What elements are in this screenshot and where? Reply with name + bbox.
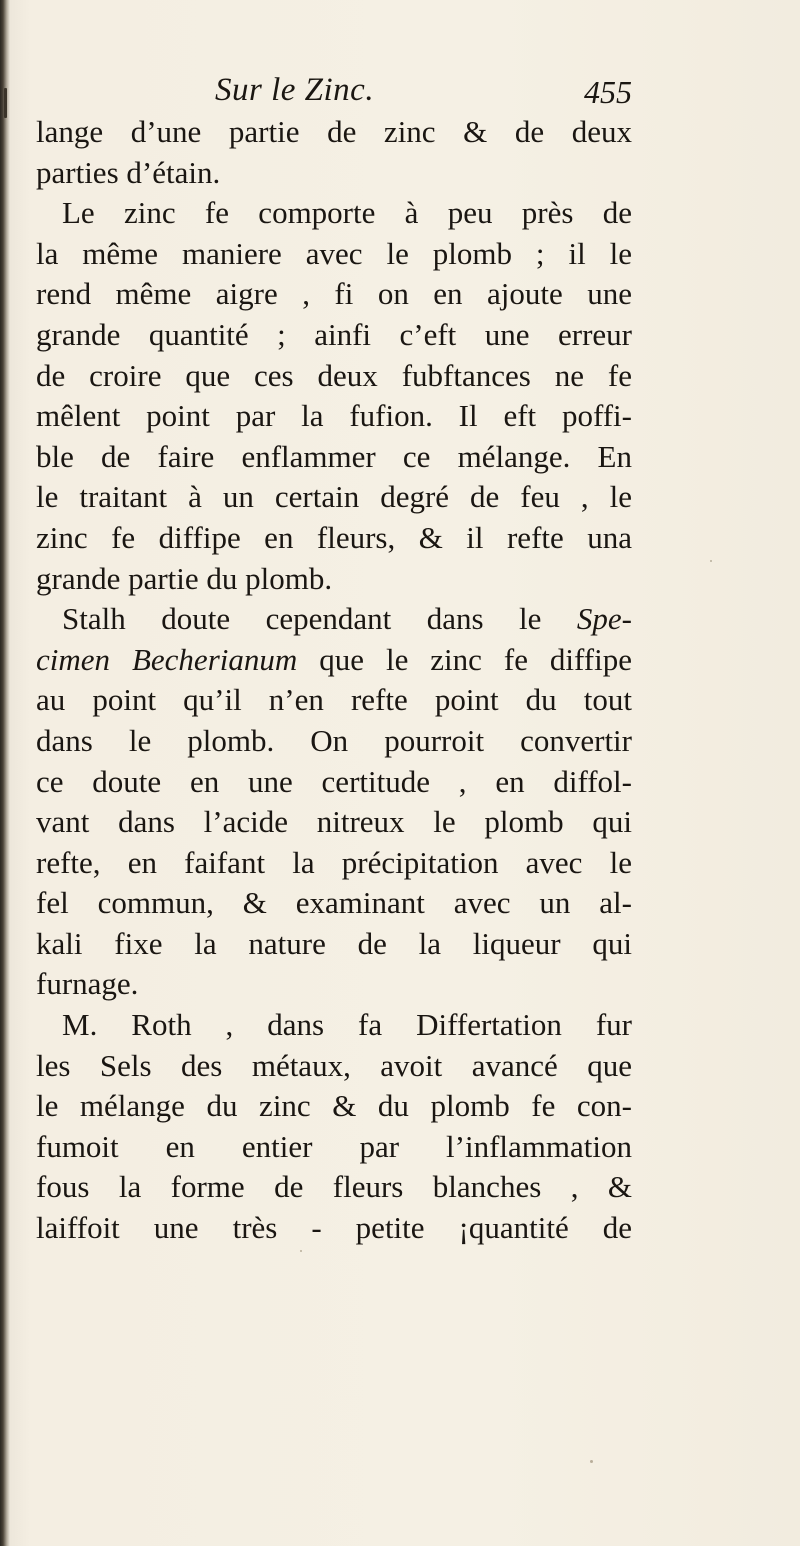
italic-term: Spe- xyxy=(576,601,632,637)
paper-speck xyxy=(300,1250,302,1252)
text-line: de croire que ces deux fubftances ne fe xyxy=(36,357,632,393)
paper-speck xyxy=(590,1460,593,1463)
text-line: refte, en faifant la précipitation avec le xyxy=(36,844,632,880)
text-line: M. Roth , dans fa Differtation fur xyxy=(62,1007,632,1043)
text-line: la même maniere avec le plomb ; il le xyxy=(36,235,632,271)
text-line: kali fixe la nature de la liqueur qui xyxy=(36,925,632,961)
text-line: les Sels des métaux, avoit avancé que xyxy=(36,1047,632,1083)
text-line: rend même aigre , fi on en ajoute une xyxy=(36,276,632,312)
body-text xyxy=(36,112,632,1249)
text-line: laiffoit une très - petite ¡quantité de xyxy=(36,1210,632,1246)
text-line: lange d’une partie de zinc & de deux xyxy=(36,114,632,149)
text-line: ce doute en une certitude , en diffol- xyxy=(36,763,632,799)
running-title: Sur le Zinc. xyxy=(215,72,375,108)
text-line: vant dans l’acide nitreux le plomb qui xyxy=(36,804,632,840)
text-line: ble de faire enflammer ce mélange. En xyxy=(36,438,632,474)
text-line: grande quantité ; ainfi c’eft une erreur xyxy=(36,316,632,352)
text-line: grande partie du plomb. xyxy=(36,560,333,596)
text-line-mixed xyxy=(36,599,632,640)
text-line-mixed xyxy=(36,640,632,681)
text-line: parties d’étain. xyxy=(36,154,221,190)
text-line: fel commun, & examinant avec un al- xyxy=(36,885,632,921)
italic-term: cimen Becherianum xyxy=(36,641,298,677)
text-run: que le zinc fe diffipe xyxy=(297,641,632,677)
page-number: 455 xyxy=(584,74,632,110)
text-line: au point qu’il n’en refte point du tout xyxy=(36,682,632,718)
text-line: fumoit en entier par l’inflammation xyxy=(36,1128,632,1164)
binding-edge xyxy=(0,0,10,1546)
page-header xyxy=(40,72,632,116)
text-line: furnage. xyxy=(36,966,139,1002)
text-line: le mélange du zinc & du plomb fe con- xyxy=(36,1088,632,1124)
text-line: dans le plomb. On pourroit convertir xyxy=(36,722,632,758)
text-line: fous la forme de fleurs blanches , & xyxy=(36,1169,632,1205)
text-line: zinc fe diffipe en fleurs, & il refte una xyxy=(36,519,632,555)
gutter-mark xyxy=(4,88,7,118)
text-line: le traitant à un certain degré de feu , le xyxy=(36,479,632,515)
text-line: mêlent point par la fufion. Il eft poffi- xyxy=(36,398,632,434)
text-run: Stalh doute cependant dans le xyxy=(62,601,577,637)
text-line: Le zinc fe comporte à peu près de xyxy=(62,195,632,231)
paper-speck xyxy=(710,560,712,562)
